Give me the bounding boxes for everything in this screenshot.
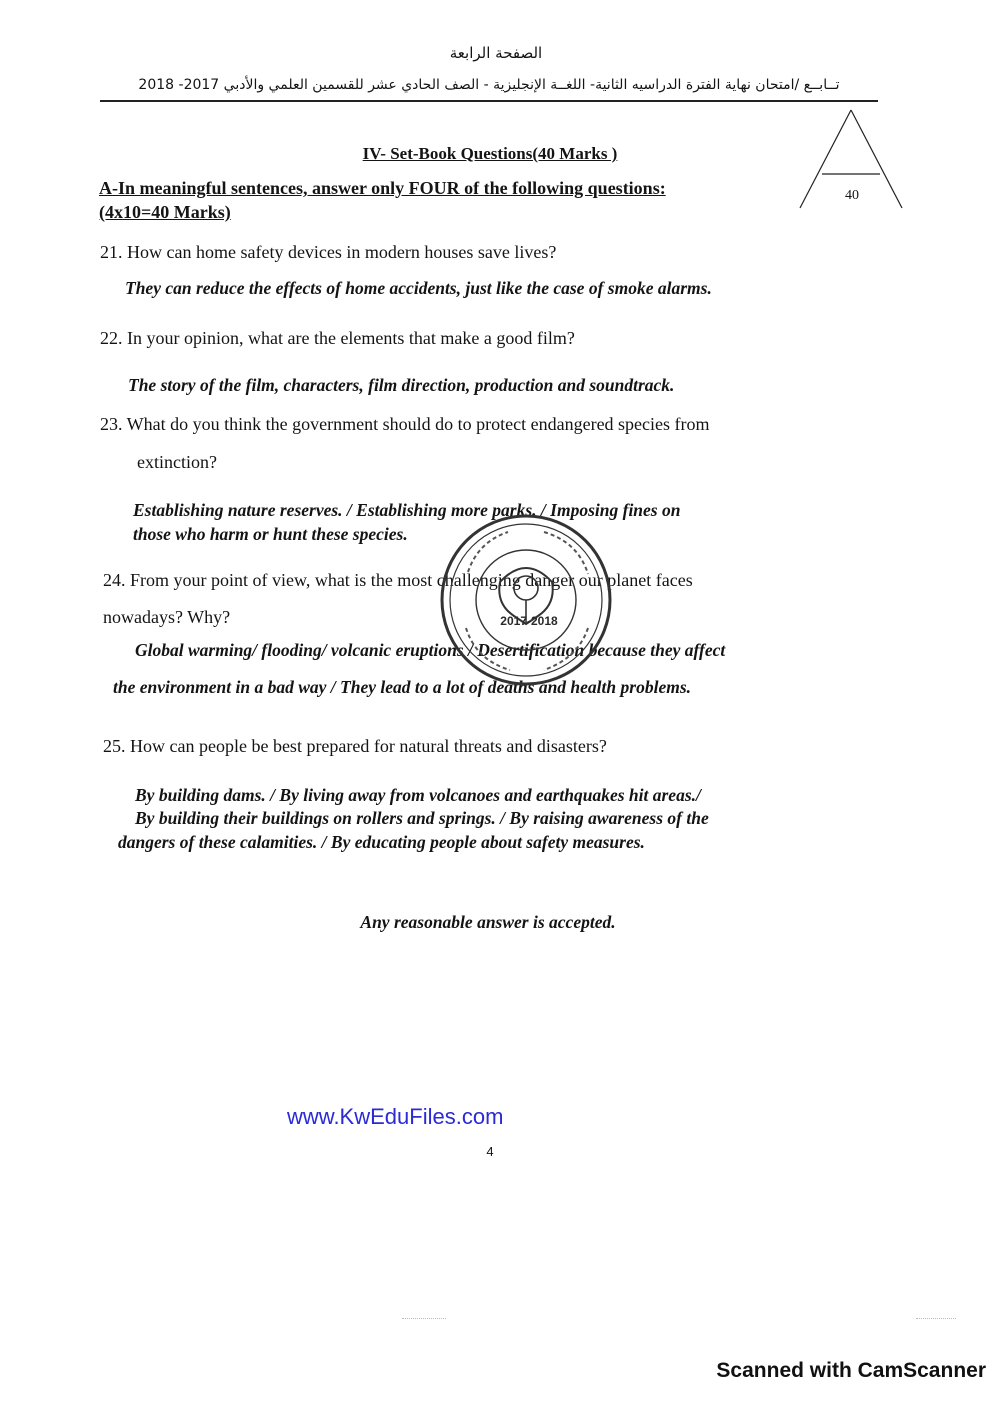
question-25: 25. How can people be best prepared for natural threats and disasters?	[103, 736, 607, 756]
page-label: الصفحة الرابعة	[449, 44, 543, 62]
website-link[interactable]: www.KwEduFiles.com	[287, 1104, 504, 1129]
answer-22-text: The story of the film, characters, film direction, production and soundtrack.	[128, 375, 675, 395]
question-23-line-2: extinction?	[137, 452, 217, 472]
score-value: 40	[845, 188, 859, 203]
answer-25-line-3: dangers of these calamities. / By educating people about safety measures.	[118, 832, 645, 852]
question-21: 21. How can home safety devices in modern houses save lives?	[100, 242, 557, 262]
scanner-watermark: Scanned with CamScanner	[716, 1359, 986, 1382]
page-number: 4	[486, 1144, 494, 1159]
exam-header-line: تــابــع /امتحان نهاية الفترة الدراسيه الثانية- اللغــة الإنجليزية - الصف الحادي عشر للقسمين العلمي والأدبي 2017- 2018	[138, 77, 840, 93]
section-title: IV- Set-Book Questions(40 Marks )	[362, 144, 618, 163]
header-rule	[100, 100, 878, 102]
question-22: 22. In your opinion, what are the elements that make a good film?	[100, 328, 575, 348]
question-24-line-2: nowadays? Why?	[103, 607, 231, 627]
acceptance-note: Any reasonable answer is accepted.	[360, 912, 616, 932]
question-23-line-1: 23. What do you think the government should do to protect endangered species from	[100, 414, 710, 434]
official-stamp	[438, 512, 614, 688]
answer-25-line-1: By building dams. / By living away from volcanoes and earthquakes hit areas./	[135, 785, 701, 805]
scan-artifact	[916, 1318, 956, 1319]
answer-23-line-1: Establishing nature reserves. / Establishing more parks. / Imposing fines on	[133, 500, 681, 520]
instructions-line-2: (4x10=40 Marks)	[99, 202, 231, 222]
stamp-year: 2017-2018	[500, 614, 558, 628]
answer-24-line-1: Global warming/ flooding/ volcanic eruptions / Desertification because they affect	[135, 640, 726, 660]
answer-24-line-2: the environment in a bad way / They lead to a lot of deaths and health problems.	[113, 677, 692, 697]
answer-22	[128, 375, 674, 396]
answer-23-line-2: those who harm or hunt these species.	[133, 524, 408, 544]
instructions-line-1: A-In meaningful sentences, answer only FOUR of the following questions:	[99, 178, 666, 198]
answer-21: They can reduce the effects of home accidents, just like the case of smoke alarms.	[125, 278, 712, 298]
scan-artifact	[402, 1318, 446, 1319]
question-24-line-1: 24. From your point of view, what is the most challenging danger our planet faces	[103, 570, 693, 590]
answer-25-line-2: By building their buildings on rollers and springs. / By raising awareness of the	[135, 808, 709, 828]
